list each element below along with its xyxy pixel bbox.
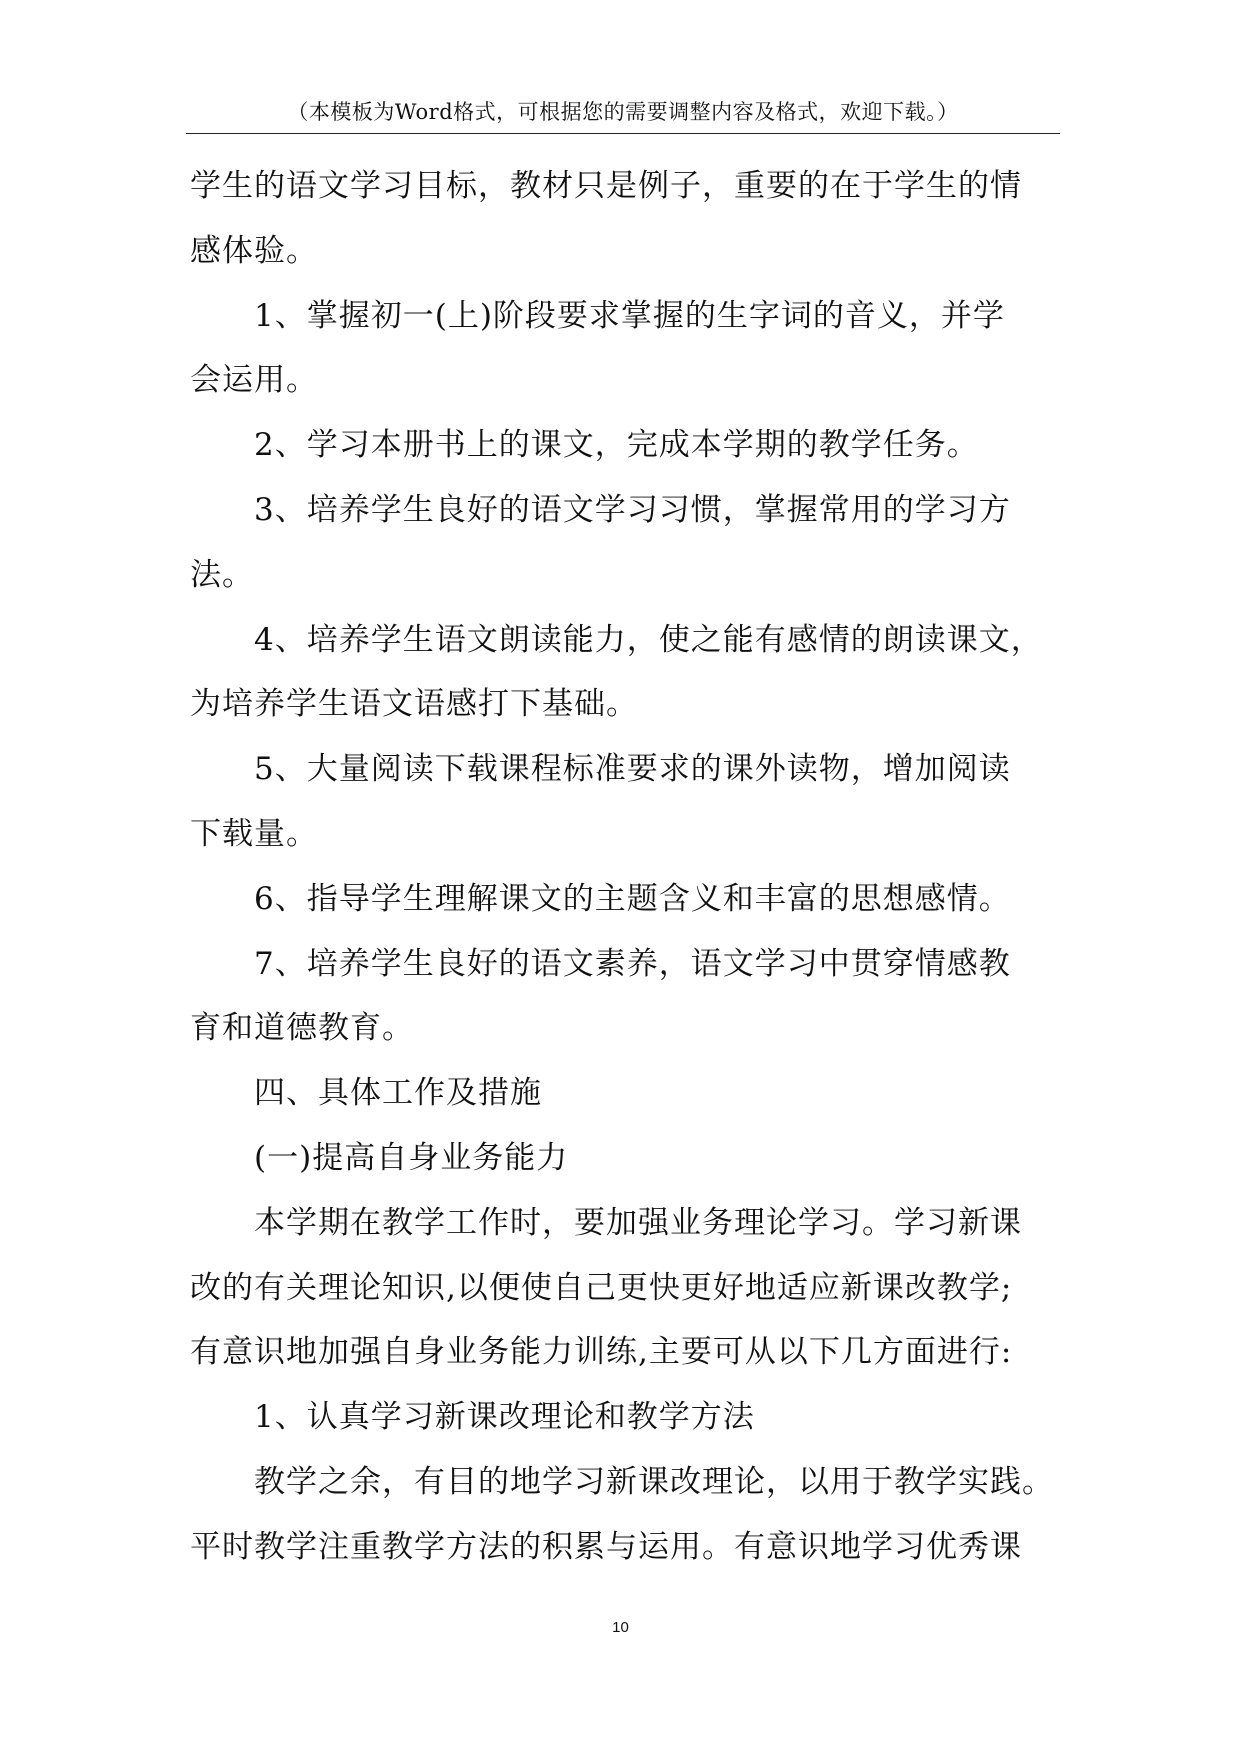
text-line: 有意识地加强自身业务能力训练,主要可从以下几方面进行:: [190, 1334, 1013, 1371]
subsection-heading: (一)提高自身业务能力: [254, 1139, 569, 1176]
page-number: 10: [612, 1619, 629, 1636]
text-line: 法。: [190, 556, 254, 593]
text-line: 育和道德教育。: [190, 1010, 414, 1047]
text-line: 平时教学注重教学方法的积累与运用。有意识地学习优秀课: [190, 1528, 1022, 1565]
text-line: 2、学习本册书上的课文，完成本学期的教学任务。: [254, 427, 979, 464]
text-line: 学生的语文学习目标，教材只是例子，重要的在于学生的情: [190, 168, 1022, 204]
text-line: 5、大量阅读下载课程标准要求的课外读物，增加阅读: [254, 751, 1011, 788]
item-heading: 1、认真学习新课改理论和教学方法: [254, 1399, 755, 1436]
section-heading: 四、具体工作及措施: [254, 1075, 542, 1112]
header-divider: [186, 133, 1060, 134]
text-line: 改的有关理论知识,以便使自己更快更好地适应新课改教学;: [190, 1269, 1013, 1306]
text-line: 本学期在教学工作时，要加强业务理论学习。学习新课: [254, 1204, 1022, 1241]
text-line: 3、培养学生良好的语文学习习惯，掌握常用的学习方: [254, 491, 1011, 528]
body-text: [190, 154, 1070, 1580]
text-line: 1、掌握初一(上)阶段要求掌握的生字词的音义，并学: [254, 297, 1005, 334]
text-line: 4、培养学生语文朗读能力，使之能有感情的朗读课文，: [254, 621, 1043, 658]
text-line: 为培养学生语文语感打下基础。: [190, 686, 638, 723]
text-line: 会运用。: [190, 362, 318, 399]
text-line: 教学之余，有目的地学习新课改理论，以用于教学实践。: [254, 1463, 1054, 1500]
text-line: 感体验。: [190, 232, 318, 269]
template-header-note: （本模板为Word格式，可根据您的需要调整内容及格式，欢迎下载。）: [287, 100, 959, 124]
text-line: 下载量。: [190, 815, 318, 852]
text-line: 6、指导学生理解课文的主题含义和丰富的思想感情。: [254, 880, 1011, 917]
text-line: 7、培养学生良好的语文素养，语文学习中贯穿情感教: [254, 945, 1011, 982]
